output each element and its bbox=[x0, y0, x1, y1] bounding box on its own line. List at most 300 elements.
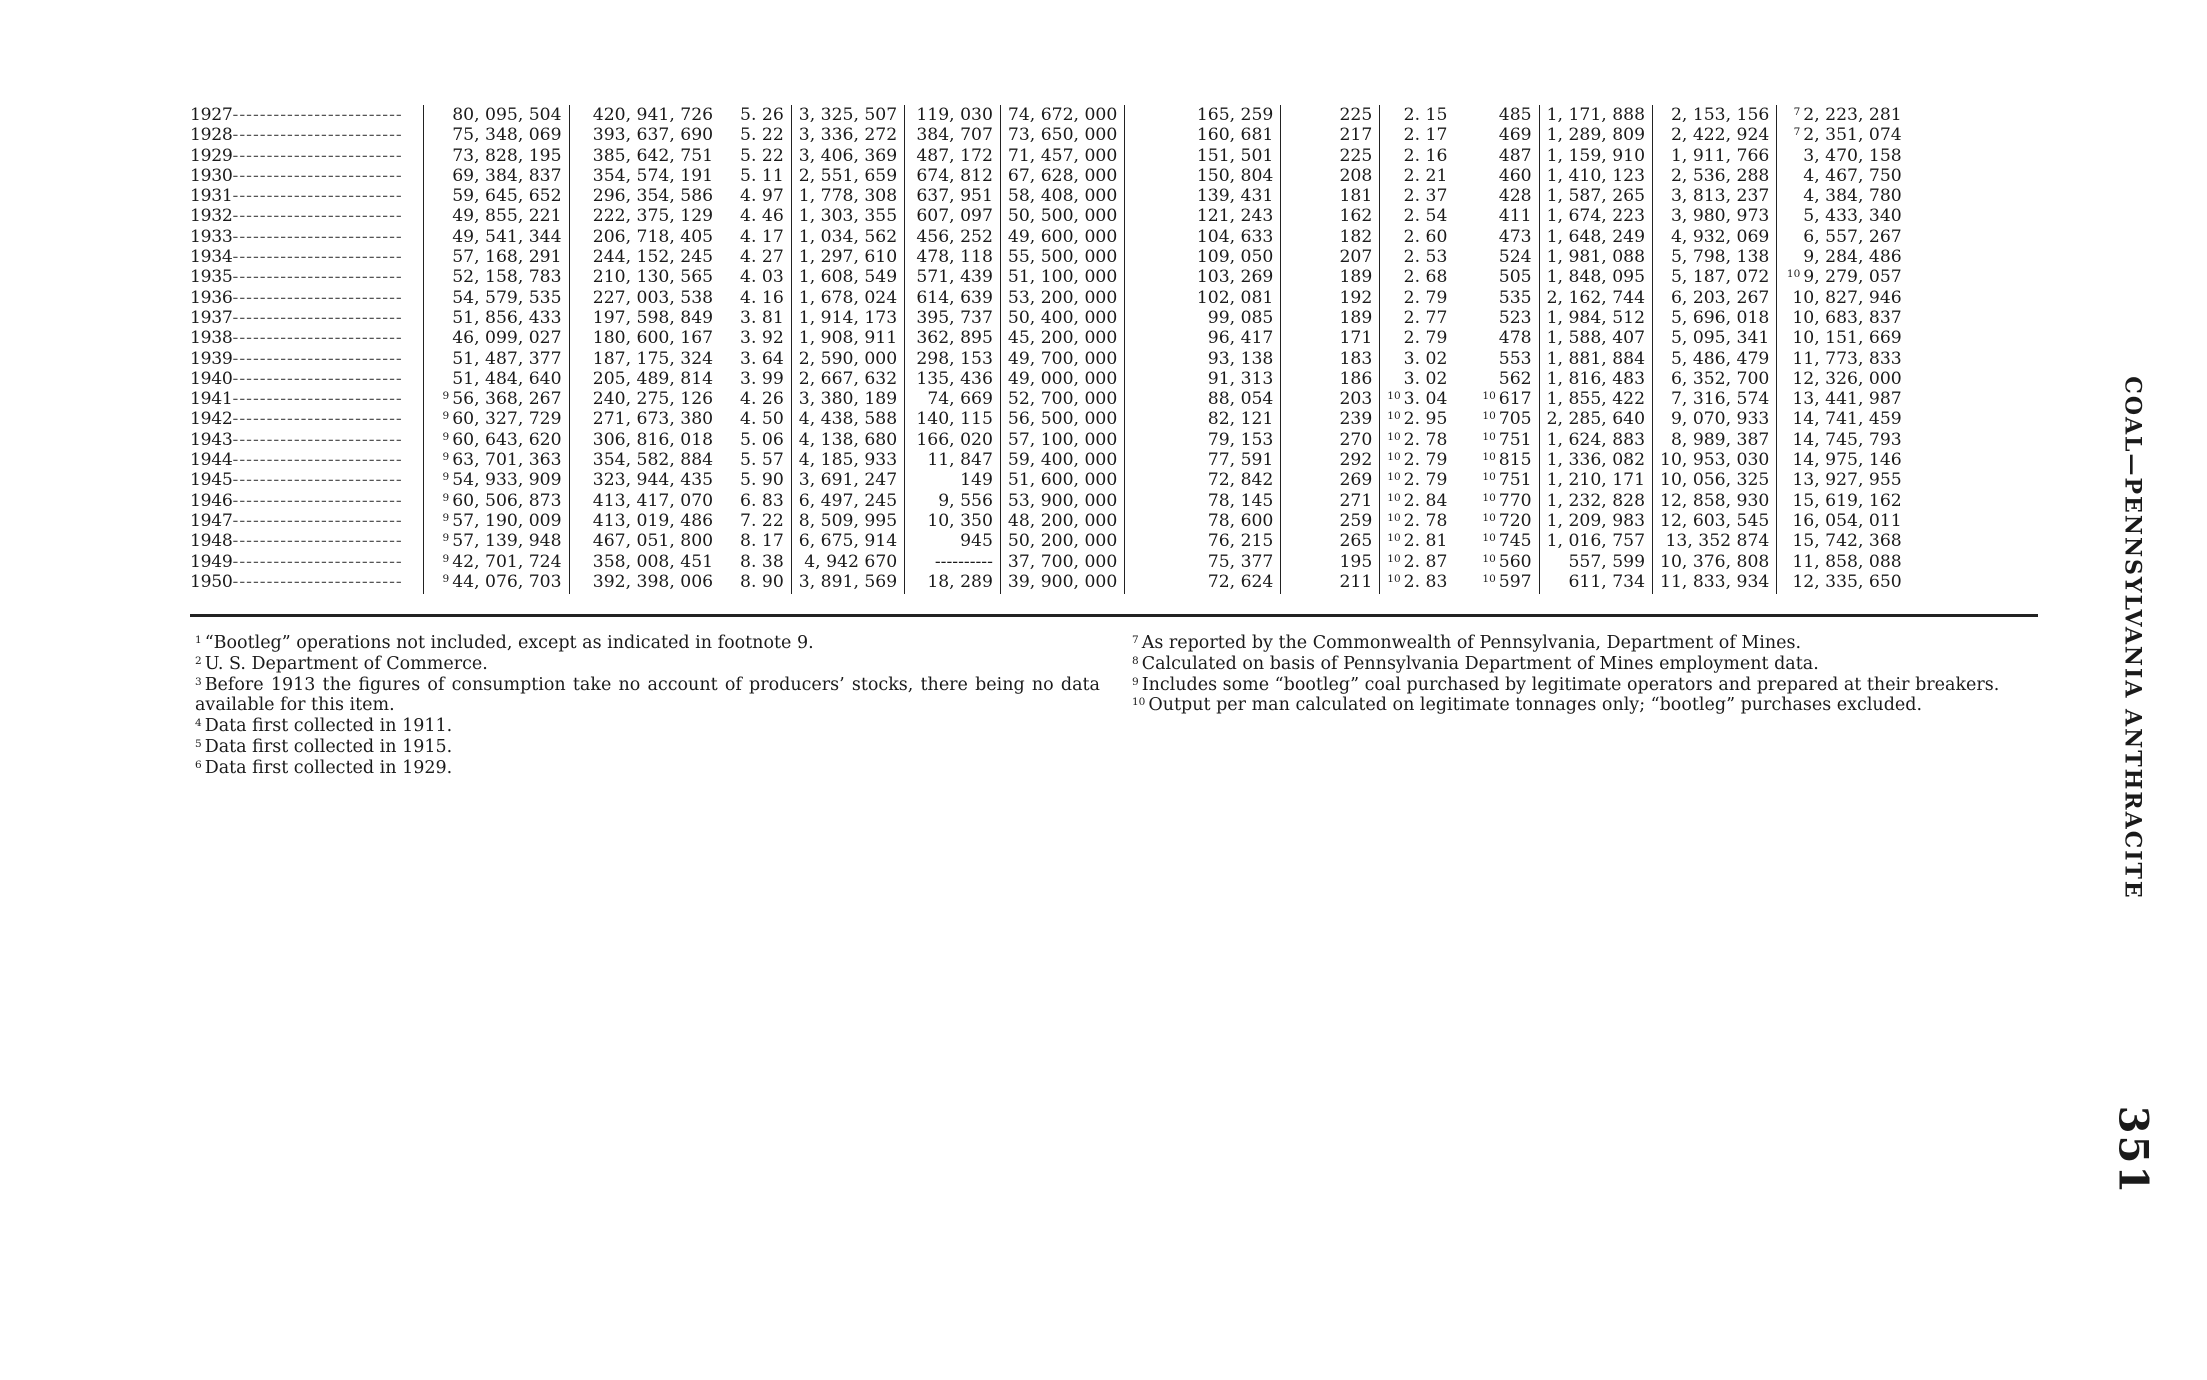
cell-value: 2. 21 bbox=[1403, 165, 1448, 186]
cell-value: 139, 431 bbox=[1196, 186, 1274, 207]
cell-value: 2, 590, 000 bbox=[798, 348, 898, 369]
cell-value: 165, 259 bbox=[1196, 105, 1274, 125]
table-cell bbox=[905, 389, 1001, 409]
cell-value: 197, 598, 849 bbox=[592, 307, 714, 328]
table-cell bbox=[1380, 166, 1455, 186]
year-cell bbox=[190, 430, 424, 450]
cell-value: 2. 79 bbox=[1403, 470, 1448, 491]
cell-value: 3, 406, 369 bbox=[798, 145, 898, 166]
cell-value: 15, 619, 162 bbox=[1792, 490, 1902, 511]
table-cell bbox=[905, 450, 1001, 470]
dot-leader: ------------------------- bbox=[232, 368, 403, 389]
table-cell bbox=[569, 552, 720, 572]
footnote-ref: 10 bbox=[1387, 572, 1401, 585]
cell-value: 6, 557, 267 bbox=[1803, 226, 1902, 247]
table-cell bbox=[1454, 186, 1539, 206]
cell-value: 4. 50 bbox=[740, 409, 784, 430]
cell-value: 4, 932, 069 bbox=[1670, 226, 1770, 247]
table-cell bbox=[1000, 531, 1124, 551]
cell-value: 2. 79 bbox=[1403, 287, 1448, 308]
cell-value: 1, 848, 095 bbox=[1546, 267, 1646, 288]
table-cell bbox=[1380, 186, 1455, 206]
cell-value: 207 bbox=[1339, 247, 1373, 268]
cell-value: 10, 827, 946 bbox=[1792, 287, 1902, 308]
cell-value: 2. 53 bbox=[1403, 247, 1448, 268]
cell-value: 2. 68 bbox=[1403, 267, 1448, 288]
table-cell bbox=[1125, 186, 1281, 206]
cell-value: 259 bbox=[1339, 510, 1373, 531]
table-cell bbox=[1281, 430, 1380, 450]
table-cell bbox=[1125, 247, 1281, 267]
table-cell bbox=[1125, 146, 1281, 166]
table-cell bbox=[1539, 491, 1652, 511]
table-cell bbox=[1281, 470, 1380, 490]
year-cell bbox=[190, 166, 424, 186]
cell-value: 4. 26 bbox=[740, 389, 784, 410]
table-cell bbox=[569, 146, 720, 166]
year-cell bbox=[190, 288, 424, 308]
cell-value: 57, 168, 291 bbox=[452, 247, 562, 268]
cell-value: 79, 153 bbox=[1207, 429, 1274, 450]
table-cell bbox=[1653, 308, 1777, 328]
cell-value: 1, 981, 088 bbox=[1546, 247, 1646, 268]
table-cell bbox=[1653, 552, 1777, 572]
table-cell bbox=[569, 531, 720, 551]
table-cell bbox=[720, 491, 791, 511]
table-cell bbox=[1380, 552, 1455, 572]
table-cell bbox=[791, 206, 904, 226]
cell-value: 149 bbox=[960, 470, 993, 491]
dot-leader: ------------------------- bbox=[232, 226, 403, 247]
table-cell bbox=[1653, 389, 1777, 409]
table-cell bbox=[1777, 206, 1909, 226]
cell-value: 5. 90 bbox=[740, 470, 784, 491]
cell-value: 14, 975, 146 bbox=[1792, 450, 1902, 471]
table-cell bbox=[1653, 146, 1777, 166]
table-cell bbox=[1454, 552, 1539, 572]
footnote-text: Output per man calculated on legitimate tonnages only; “bootleg” purchases excluded. bbox=[1148, 695, 1923, 716]
year-label: 1947 bbox=[190, 510, 233, 531]
table-cell bbox=[1777, 166, 1909, 186]
table-cell bbox=[1777, 369, 1909, 389]
table-cell bbox=[1777, 430, 1909, 450]
cell-value: 617 bbox=[1498, 389, 1532, 410]
table-cell bbox=[1281, 308, 1380, 328]
footnote bbox=[1132, 633, 2038, 654]
cell-value: 1, 816, 483 bbox=[1546, 368, 1646, 389]
dot-leader: ------------------------- bbox=[232, 247, 403, 268]
table-cell bbox=[1777, 247, 1909, 267]
table-cell bbox=[1281, 531, 1380, 551]
cell-value: 395, 737 bbox=[916, 307, 993, 328]
table-cell bbox=[1380, 267, 1455, 287]
table-cell bbox=[720, 328, 791, 348]
cell-value: 473 bbox=[1498, 226, 1532, 247]
cell-value: 37, 700, 000 bbox=[1007, 551, 1118, 572]
table-cell bbox=[1281, 511, 1380, 531]
cell-value: 210, 130, 565 bbox=[592, 267, 714, 288]
year-cell bbox=[190, 328, 424, 348]
year-label: 1943 bbox=[190, 429, 233, 450]
table-cell bbox=[1777, 349, 1909, 369]
cell-value: 8, 509, 995 bbox=[798, 510, 898, 531]
cell-value: 3, 691, 247 bbox=[798, 470, 898, 491]
table-row bbox=[190, 450, 2038, 470]
table-row bbox=[190, 389, 2038, 409]
table-cell bbox=[569, 389, 720, 409]
cell-value: 487 bbox=[1498, 145, 1532, 166]
table-row bbox=[190, 552, 2038, 572]
table-cell bbox=[1281, 267, 1380, 287]
cell-value: 222, 375, 129 bbox=[592, 206, 714, 227]
dot-leader: ------------------------- bbox=[232, 145, 403, 166]
table-row bbox=[190, 166, 2038, 186]
cell-value: 358, 008, 451 bbox=[592, 551, 714, 572]
page-number-text: 351 bbox=[2109, 1105, 2157, 1195]
year-cell bbox=[190, 389, 424, 409]
year-label: 1938 bbox=[190, 328, 233, 349]
cell-value: 189 bbox=[1339, 267, 1373, 288]
cell-value: 2. 78 bbox=[1403, 510, 1448, 531]
cell-value: 53, 900, 000 bbox=[1007, 490, 1118, 511]
table-cell bbox=[1653, 125, 1777, 145]
table-row bbox=[190, 511, 2038, 531]
cell-value: 13, 927, 955 bbox=[1792, 470, 1902, 491]
table-cell bbox=[1000, 369, 1124, 389]
cell-value: 119, 030 bbox=[916, 105, 993, 125]
table-cell bbox=[1539, 288, 1652, 308]
cell-value: 96, 417 bbox=[1207, 328, 1274, 349]
table-row bbox=[190, 125, 2038, 145]
year-cell bbox=[190, 349, 424, 369]
table-cell bbox=[1454, 308, 1539, 328]
table-cell bbox=[720, 430, 791, 450]
year-label: 1942 bbox=[190, 409, 233, 430]
table-cell bbox=[1380, 470, 1455, 490]
table-cell bbox=[1539, 531, 1652, 551]
cell-value: 4. 03 bbox=[740, 267, 784, 288]
cell-value: 181 bbox=[1339, 186, 1373, 207]
table-cell bbox=[1380, 247, 1455, 267]
table-cell bbox=[1000, 166, 1124, 186]
table-cell bbox=[1539, 206, 1652, 226]
cell-value: 5. 06 bbox=[740, 429, 784, 450]
table-cell bbox=[424, 186, 569, 206]
footnote-ref: 9 bbox=[442, 511, 450, 524]
cell-value: 39, 900, 000 bbox=[1007, 571, 1118, 592]
table-cell bbox=[569, 470, 720, 490]
cell-value: 51, 856, 433 bbox=[452, 307, 562, 328]
table-cell bbox=[905, 552, 1001, 572]
cell-value: 5, 433, 340 bbox=[1803, 206, 1902, 227]
table-cell bbox=[791, 146, 904, 166]
cell-value: 244, 152, 245 bbox=[592, 247, 714, 268]
table-cell bbox=[791, 369, 904, 389]
table-cell bbox=[424, 450, 569, 470]
cell-value: 4, 138, 680 bbox=[798, 429, 898, 450]
cell-value: 171 bbox=[1339, 328, 1373, 349]
cell-value: 428 bbox=[1498, 186, 1532, 207]
cell-value: 3. 02 bbox=[1403, 368, 1448, 389]
table-cell bbox=[1000, 267, 1124, 287]
footnote-ref: 10 bbox=[1786, 268, 1801, 281]
dot-leader: ------------------------- bbox=[232, 510, 403, 531]
cell-value: 52, 158, 783 bbox=[452, 267, 562, 288]
cell-value: 3. 92 bbox=[740, 328, 784, 349]
table-cell bbox=[1454, 247, 1539, 267]
table-row bbox=[190, 409, 2038, 429]
cell-value: 487, 172 bbox=[916, 145, 993, 166]
cell-value: 45, 200, 000 bbox=[1007, 328, 1118, 349]
cell-value: 182 bbox=[1339, 226, 1373, 247]
table-cell bbox=[1653, 430, 1777, 450]
cell-value: 2, 153, 156 bbox=[1670, 105, 1770, 125]
table-row bbox=[190, 531, 2038, 551]
table-cell bbox=[1281, 369, 1380, 389]
cell-value: 560 bbox=[1498, 551, 1532, 572]
cell-value: 50, 200, 000 bbox=[1007, 531, 1118, 552]
cell-value: 11, 858, 088 bbox=[1792, 551, 1902, 572]
table-cell bbox=[1125, 389, 1281, 409]
cell-value: 42, 701, 724 bbox=[452, 551, 562, 572]
table-row bbox=[190, 470, 2038, 490]
cell-value: 104, 633 bbox=[1196, 226, 1274, 247]
footnote-text: Before 1913 the figures of consumption take no account of producers’ stocks, there being no data available for this item. bbox=[195, 674, 1100, 716]
cell-value: 4. 17 bbox=[740, 226, 784, 247]
cell-value: 53, 200, 000 bbox=[1007, 287, 1118, 308]
footnote-ref: 10 bbox=[1482, 471, 1496, 484]
cell-value: 7. 22 bbox=[740, 510, 784, 531]
footnote-ref: 7 bbox=[1793, 106, 1801, 118]
cell-value: 54, 579, 535 bbox=[452, 287, 562, 308]
table-cell bbox=[791, 470, 904, 490]
year-label: 1944 bbox=[190, 450, 233, 471]
dot-leader: ------------------------- bbox=[232, 125, 403, 146]
cell-value: 121, 243 bbox=[1196, 206, 1274, 227]
cell-value: 270 bbox=[1339, 429, 1373, 450]
statistics-table bbox=[190, 105, 2038, 594]
footnote-ref: 10 bbox=[1482, 410, 1496, 423]
year-cell bbox=[190, 105, 424, 125]
footnote bbox=[195, 633, 1100, 654]
cell-value: 557, 599 bbox=[1568, 551, 1646, 572]
cell-value: 166, 020 bbox=[916, 429, 993, 450]
cell-value: 1, 674, 223 bbox=[1546, 206, 1646, 227]
table-cell bbox=[1125, 349, 1281, 369]
cell-value: 1, 984, 512 bbox=[1546, 307, 1646, 328]
cell-value: 12, 858, 930 bbox=[1660, 490, 1770, 511]
table-cell bbox=[720, 206, 791, 226]
table-cell bbox=[1454, 206, 1539, 226]
cell-value: 562 bbox=[1498, 368, 1532, 389]
table-cell bbox=[1380, 227, 1455, 247]
table-cell bbox=[1539, 572, 1652, 594]
cell-value: 59, 645, 652 bbox=[452, 186, 562, 207]
table-cell bbox=[1380, 409, 1455, 429]
year-cell bbox=[190, 409, 424, 429]
cell-value: 51, 100, 000 bbox=[1007, 267, 1118, 288]
table-cell bbox=[1000, 511, 1124, 531]
table-cell bbox=[791, 166, 904, 186]
cell-value: 945 bbox=[960, 531, 993, 552]
cell-value: 3, 336, 272 bbox=[798, 125, 898, 146]
cell-value: 413, 417, 070 bbox=[592, 490, 714, 511]
table-row bbox=[190, 288, 2038, 308]
year-label: 1937 bbox=[190, 307, 233, 328]
table-cell bbox=[720, 308, 791, 328]
cell-value: 3, 813, 237 bbox=[1670, 186, 1770, 207]
table-cell bbox=[905, 349, 1001, 369]
footnote-ref: 9 bbox=[442, 390, 450, 403]
cell-value: 16, 054, 011 bbox=[1792, 510, 1902, 531]
cell-value: 109, 050 bbox=[1196, 247, 1274, 268]
table-row bbox=[190, 328, 2038, 348]
cell-value: 2. 17 bbox=[1403, 125, 1448, 146]
cell-value: 12, 603, 545 bbox=[1660, 510, 1770, 531]
table-cell bbox=[1539, 409, 1652, 429]
table-cell bbox=[569, 267, 720, 287]
cell-value: 411 bbox=[1498, 206, 1532, 227]
footnote-ref: 9 bbox=[442, 451, 450, 464]
table-cell bbox=[1000, 105, 1124, 125]
cell-value: 57, 100, 000 bbox=[1007, 429, 1118, 450]
cell-value: 80, 095, 504 bbox=[452, 105, 562, 125]
cell-value: 18, 289 bbox=[927, 571, 993, 592]
table-cell bbox=[1653, 409, 1777, 429]
table-cell bbox=[424, 389, 569, 409]
table-cell bbox=[1000, 349, 1124, 369]
cell-value: 74, 669 bbox=[927, 389, 993, 410]
cell-value: 135, 436 bbox=[916, 368, 993, 389]
cell-value: 6, 497, 245 bbox=[798, 490, 898, 511]
table-cell bbox=[1539, 125, 1652, 145]
cell-value: 553 bbox=[1498, 348, 1532, 369]
cell-value: 456, 252 bbox=[916, 226, 993, 247]
table-cell bbox=[1653, 186, 1777, 206]
table-cell bbox=[1281, 409, 1380, 429]
running-head-text: COAL—PENNSYLVANIA ANTHRACITE bbox=[2120, 375, 2147, 900]
table-cell bbox=[1539, 389, 1652, 409]
table-cell bbox=[1539, 328, 1652, 348]
cell-value: 51, 600, 000 bbox=[1007, 470, 1118, 491]
table-cell bbox=[569, 491, 720, 511]
dot-leader: ------------------------- bbox=[232, 206, 403, 227]
cell-value: 2. 83 bbox=[1403, 571, 1448, 592]
cell-value: 2. 37 bbox=[1403, 186, 1448, 207]
footnote-ref: 10 bbox=[1482, 552, 1496, 565]
table-cell bbox=[1653, 491, 1777, 511]
cell-value: 611, 734 bbox=[1568, 571, 1646, 592]
table-cell bbox=[720, 389, 791, 409]
cell-value: 1, 034, 562 bbox=[798, 226, 898, 247]
table-cell bbox=[569, 430, 720, 450]
cell-value: 52, 700, 000 bbox=[1007, 389, 1118, 410]
cell-value: 12, 335, 650 bbox=[1792, 571, 1902, 592]
table-cell bbox=[791, 227, 904, 247]
table-cell bbox=[424, 206, 569, 226]
cell-value: 2. 95 bbox=[1403, 409, 1448, 430]
table-cell bbox=[1380, 125, 1455, 145]
table-cell bbox=[1281, 389, 1380, 409]
footnote-ref: 10 bbox=[1482, 532, 1496, 545]
dot-leader: ------------------------- bbox=[232, 450, 403, 471]
cell-value: 50, 500, 000 bbox=[1007, 206, 1118, 227]
cell-value: 180, 600, 167 bbox=[592, 328, 714, 349]
table-cell bbox=[1777, 146, 1909, 166]
table-cell bbox=[1653, 247, 1777, 267]
cell-value: 150, 804 bbox=[1196, 165, 1274, 186]
table-cell bbox=[1125, 369, 1281, 389]
year-cell bbox=[190, 552, 424, 572]
cell-value: 82, 121 bbox=[1207, 409, 1274, 430]
dot-leader: ------------------------- bbox=[232, 429, 403, 450]
cell-value: 11, 773, 833 bbox=[1792, 348, 1902, 369]
table-cell bbox=[905, 247, 1001, 267]
table-cell bbox=[1454, 146, 1539, 166]
cell-value: 3, 891, 569 bbox=[798, 571, 898, 592]
table-cell bbox=[791, 430, 904, 450]
table-cell bbox=[424, 511, 569, 531]
cell-value: 413, 019, 486 bbox=[592, 510, 714, 531]
table-cell bbox=[720, 146, 791, 166]
table-cell bbox=[1281, 491, 1380, 511]
table-cell bbox=[1454, 267, 1539, 287]
table-cell bbox=[791, 491, 904, 511]
cell-value: 1, 209, 983 bbox=[1546, 510, 1646, 531]
cell-value: 69, 384, 837 bbox=[452, 165, 562, 186]
year-label: 1940 bbox=[190, 368, 233, 389]
cell-value: 4. 27 bbox=[740, 247, 784, 268]
dot-leader: ------------------------- bbox=[232, 267, 403, 288]
dot-leader: ------------------------- bbox=[232, 551, 403, 572]
table-cell bbox=[1777, 125, 1909, 145]
table-cell bbox=[569, 369, 720, 389]
table-cell bbox=[720, 288, 791, 308]
footnote bbox=[195, 737, 1100, 758]
footnote-text: Data first collected in 1929. bbox=[204, 757, 453, 778]
table-cell bbox=[1777, 450, 1909, 470]
cell-value: 1, 232, 828 bbox=[1546, 490, 1646, 511]
table-cell bbox=[1380, 531, 1455, 551]
table-cell bbox=[424, 308, 569, 328]
table-cell bbox=[791, 267, 904, 287]
cell-value: 1, 587, 265 bbox=[1546, 186, 1646, 207]
table-cell bbox=[791, 409, 904, 429]
table-cell bbox=[569, 186, 720, 206]
cell-value: 55, 500, 000 bbox=[1007, 247, 1118, 268]
cell-value: 2, 667, 632 bbox=[798, 368, 898, 389]
year-label: 1936 bbox=[190, 287, 233, 308]
table-cell bbox=[1777, 409, 1909, 429]
table-cell bbox=[905, 206, 1001, 226]
cell-value: 1, 908, 911 bbox=[798, 328, 898, 349]
table-cell bbox=[1281, 247, 1380, 267]
year-cell bbox=[190, 470, 424, 490]
table-cell bbox=[791, 328, 904, 348]
table-cell bbox=[1380, 328, 1455, 348]
table-cell bbox=[1125, 206, 1281, 226]
table-row bbox=[190, 146, 2038, 166]
table-cell bbox=[424, 105, 569, 125]
table-cell bbox=[569, 288, 720, 308]
year-cell bbox=[190, 491, 424, 511]
footnote-ref: 9 bbox=[442, 532, 450, 545]
footnote-text: Data first collected in 1915. bbox=[204, 736, 453, 757]
table-cell bbox=[569, 206, 720, 226]
cell-value: 1, 303, 355 bbox=[798, 206, 898, 227]
cell-value: 10, 056, 325 bbox=[1660, 470, 1770, 491]
cell-value: 186 bbox=[1339, 368, 1373, 389]
